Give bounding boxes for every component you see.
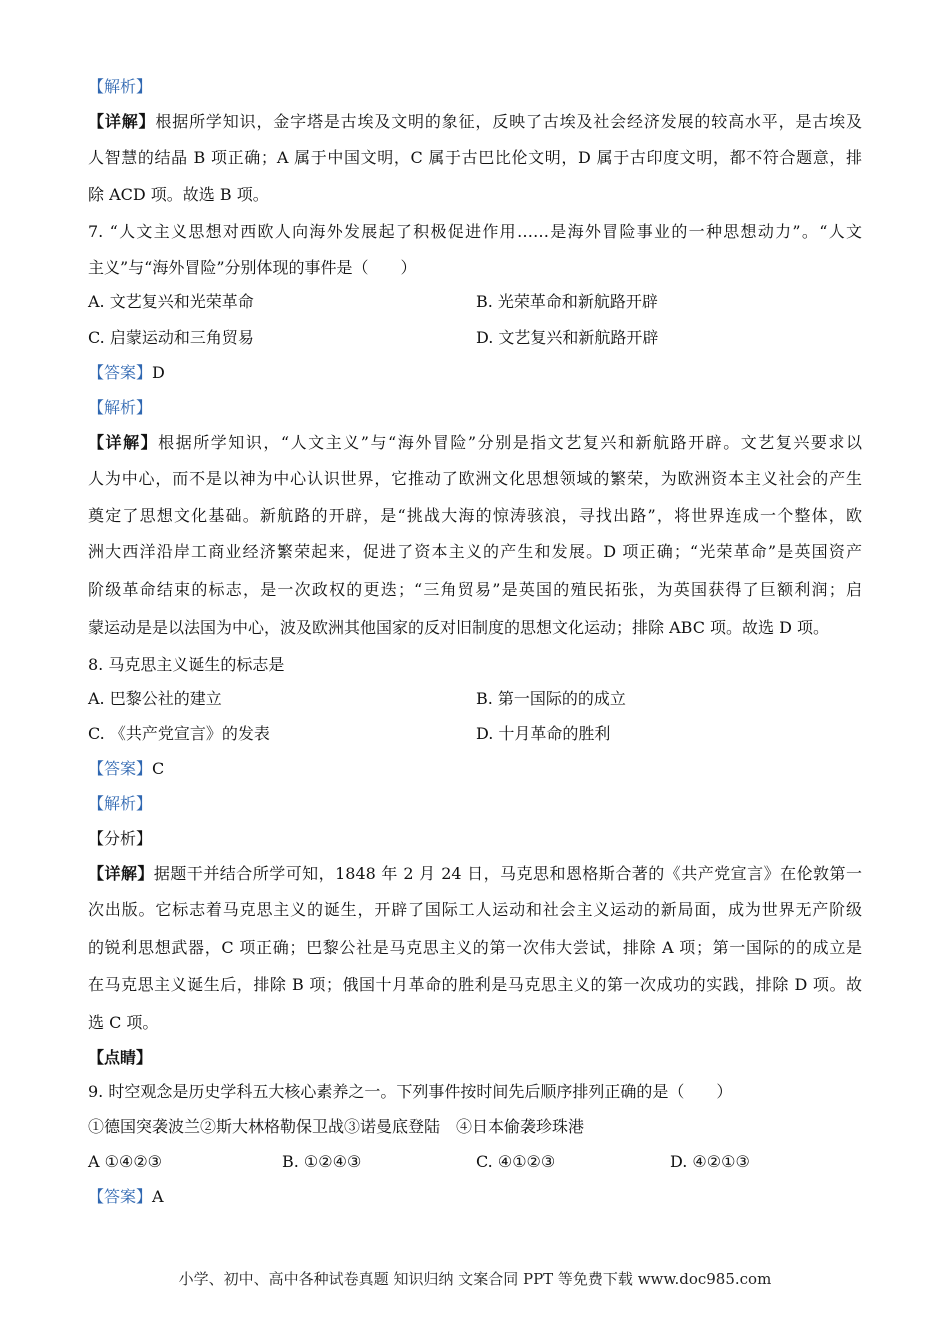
- q8-option-a: A. 巴黎公社的建立: [88, 689, 222, 708]
- analysis-heading: 【解析】: [88, 77, 153, 96]
- q8-detail-line-3: 的锐利思想武器，C 项正确；巴黎公社是马克思主义的第一次伟大尝试，排除 A 项；第一国际的的成立是: [88, 938, 862, 957]
- q9-option-a: A ①④②③: [88, 1152, 163, 1171]
- q8-detail-line-2: 次出版。它标志着马克思主义的诞生，开辟了国际工人运动和社会主义运动的新局面，成为世界无产阶级: [88, 900, 862, 919]
- q8-option-d: D. 十月革命的胜利: [476, 724, 611, 743]
- q7-detail-line-5: 阶级革命结束的标志，是一次政权的更迭；“三角贸易”是英国的殖民拓张，为英国获得了巨额利润；启: [88, 580, 862, 599]
- q7-option-b: B. 光荣革命和新航路开辟: [476, 292, 658, 311]
- q7-option-c: C. 启蒙运动和三角贸易: [88, 328, 254, 347]
- q9-stem-line-2: ①德国突袭波兰②斯大林格勒保卫战③诺曼底登陆 ④日本偷袭珍珠港: [88, 1117, 585, 1136]
- q6-detail-line-1: 【详解】根据所学知识，金字塔是古埃及文明的象征，反映了古埃及社会经济发展的较高水平，是古埃及: [88, 112, 862, 131]
- q9-option-b: B. ①②④③: [282, 1152, 362, 1171]
- q9-stem-line-1: 9. 时空观念是历史学科五大核心素养之一。下列事件按时间先后顺序排列正确的是（ ）: [88, 1082, 733, 1101]
- q6-detail-line-2: 人智慧的结晶 B 项正确；A 属于中国文明，C 属于古巴比伦文明，D 属于古印度文明，都不符合题意，排: [88, 148, 862, 167]
- q8-detail-line-1: 【详解】据题干并结合所学可知，1848 年 2 月 24 日，马克思和恩格斯合著的《共产党宣言》在伦敦第一: [88, 864, 862, 883]
- q7-option-d: D. 文艺复兴和新航路开辟: [476, 328, 659, 347]
- q7-detail-line-6: 蒙运动是是以法国为中心，波及欧洲其他国家的反对旧制度的思想文化运动；排除 ABC 项。故选 D 项。: [88, 618, 830, 637]
- page-footer: 小学、初中、高中各种试卷真题 知识归纳 文案合同 PPT 等免费下载 www.doc985.com: [178, 1270, 772, 1288]
- q8-option-b: B. 第一国际的的成立: [476, 689, 626, 708]
- q6-detail-line-3: 除 ACD 项。故选 B 项。: [88, 185, 269, 204]
- q9-option-c: C. ④①②③: [476, 1152, 556, 1171]
- q7-analysis-heading: 【解析】: [88, 398, 153, 417]
- q9-option-d: D. ④②①③: [670, 1152, 750, 1171]
- q8-detail-line-5: 选 C 项。: [88, 1013, 159, 1032]
- q8-key-point: 【点睛】: [88, 1048, 153, 1067]
- q7-detail-line-4: 洲大西洋沿岸工商业经济繁荣起来，促进了资本主义的产生和发展。D 项正确；“光荣革命”是英国资产: [88, 542, 862, 561]
- q7-detail-line-2: 人为中心，而不是以神为中心认识世界，它推动了欧洲文化思想领域的繁荣，为欧洲资本主义社会的产生: [88, 469, 862, 488]
- q9-answer: 【答案】A: [88, 1187, 164, 1206]
- q8-stem: 8. 马克思主义诞生的标志是: [88, 655, 285, 674]
- q7-detail-line-3: 奠定了思想文化基础。新航路的开辟，是“挑战大海的惊涛骇浪，寻找出路”，将世界连成一个整体，欧: [88, 506, 862, 525]
- q7-detail-line-1: 【详解】根据所学知识，“人文主义”与“海外冒险”分别是指文艺复兴和新航路开辟。文艺复兴要求以: [88, 433, 862, 452]
- q8-option-c: C. 《共产党宣言》的发表: [88, 724, 270, 743]
- q7-option-a: A. 文艺复兴和光荣革命: [88, 292, 254, 311]
- q7-stem-line-1: 7. “人文主义思想对西欧人向海外发展起了积极促进作用……是海外冒险事业的一种思想动力”。“人文: [88, 222, 862, 241]
- q8-analysis-sub: 【分析】: [88, 829, 153, 848]
- q8-analysis-heading: 【解析】: [88, 794, 153, 813]
- q7-answer: 【答案】D: [88, 363, 165, 382]
- q7-stem-line-2: 主义”与“海外冒险”分别体现的事件是（ ）: [88, 258, 417, 277]
- q8-detail-line-4: 在马克思主义诞生后，排除 B 项；俄国十月革命的胜利是马克思主义的第一次成功的实践，排除 D 项。故: [88, 975, 862, 994]
- q8-answer: 【答案】C: [88, 759, 165, 778]
